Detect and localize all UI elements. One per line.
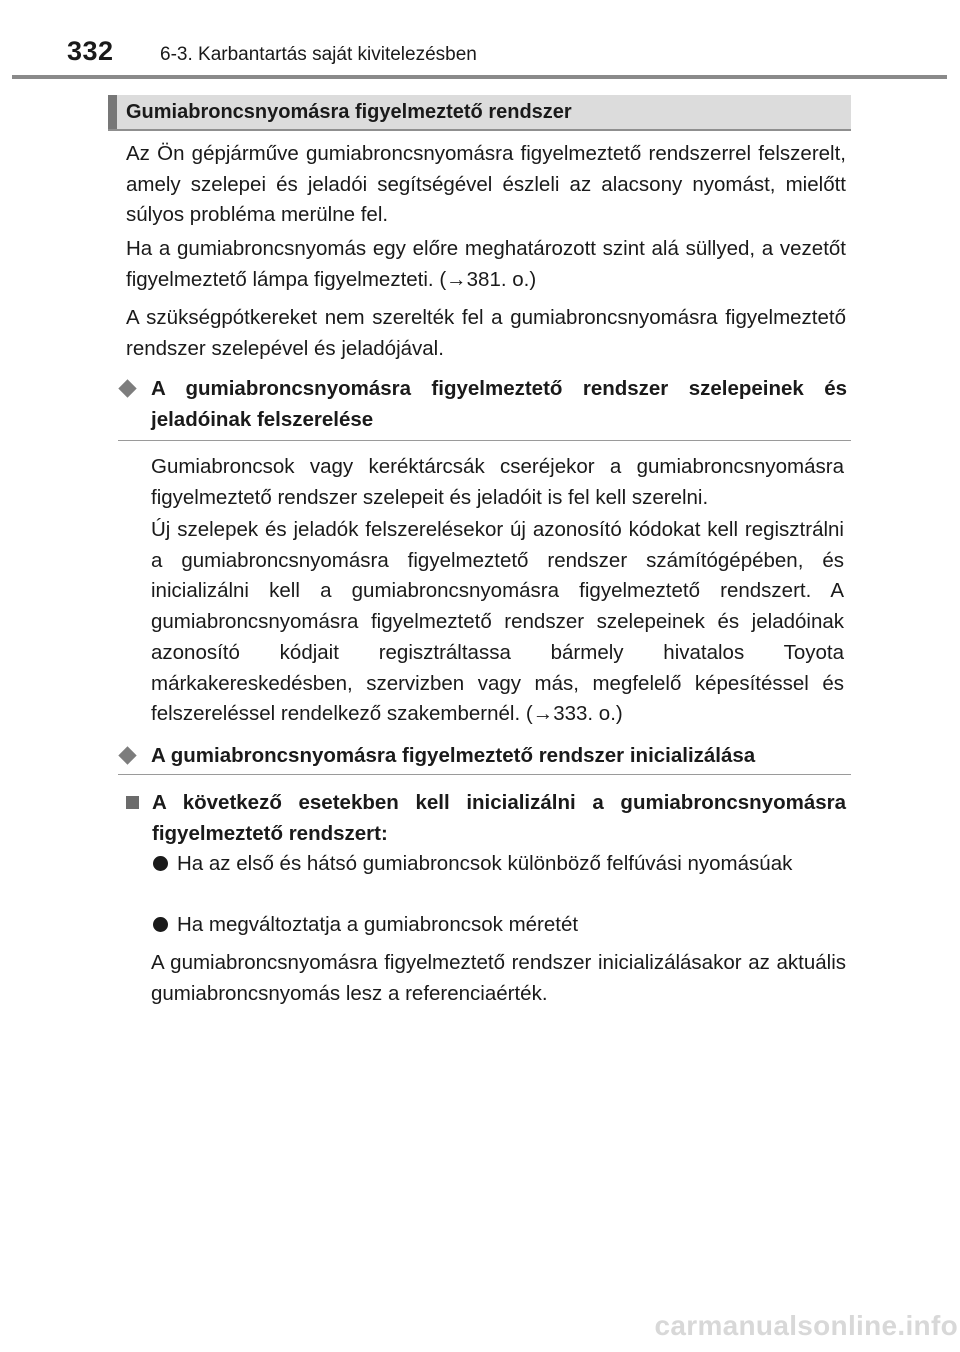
diamond-bullet-icon <box>118 379 136 397</box>
square-bullet-icon <box>126 796 139 809</box>
subsection-title-initialization: A gumiabroncsnyomásra figyelmeztető rendszer inicializálása <box>151 744 756 767</box>
installation-paragraph-2: Új szelepek és jeladók felszerelésekor új azonosító kódokat kell regisztrálni a gumiabroncsnyomásra figyelmeztető rendszer számítógépében, és inicializálni kell a gumiabroncsnyomásra figyelmeztető rendszert. A gumiabroncsnyomásra figyelmeztető rendszer szelepeinek és jeladóinak azonosító kódjait regisztráltassa bármely hivatalos Toyota márkakereskedésben, szervizben vagy más, megfelelő képesítéssel és felszereléssel rendelkező szakembernél. (→333. o.) <box>151 518 844 726</box>
initialization-closing-paragraph: A gumiabroncsnyomásra figyelmeztető rendszer inicializálásakor az aktuális gumiabroncsnyomás lesz a referenciaérték. <box>151 951 846 1005</box>
watermark: carmanualsonline.info <box>654 1310 958 1341</box>
subsection-title-installation: A gumiabroncsnyomásra figyelmeztető rendszer szelepeinek és jeladóinak felszerelése <box>151 377 847 431</box>
section-title: Gumiabroncsnyomásra figyelmeztető rendszer <box>126 101 572 123</box>
subsection-heading-initialization <box>118 741 851 775</box>
header-rule <box>12 75 947 79</box>
section-header-bar <box>108 95 117 129</box>
intro-paragraph-2: Ha a gumiabroncsnyomás egy előre meghatározott szint alá süllyed, a vezetőt figyelmeztető lámpa figyelmezteti. (→381. o.) <box>126 237 846 291</box>
list-item-text: Ha az első és hátsó gumiabroncsok különböző felfúvási nyomásúak <box>177 852 793 875</box>
chapter-title: 6-3. Karbantartás saját kivitelezésben <box>160 44 477 65</box>
intro-paragraph-3: A szükségpótkereket nem szerelték fel a gumiabroncsnyomásra figyelmeztető rendszer szelepével és jeladójával. <box>126 306 846 360</box>
initialization-condition-text: A következő esetekben kell inicializálni a gumiabroncsnyomásra figyelmeztető rendszert: <box>152 791 846 845</box>
round-bullet-icon <box>153 917 168 932</box>
installation-paragraph-1: Gumiabroncsok vagy keréktárcsák cseréjekor a gumiabroncsnyomásra figyelmeztető rendszer szelepeit és jeladóit is fel kell szerelni. <box>151 455 844 509</box>
intro-paragraph-1: Az Ön gépjárműve gumiabroncsnyomásra figyelmeztető rendszerrel felszerelt, amely szelepei és jeladói segítségével észleli az alacsony nyomást, mielőtt súlyos probléma merülne fel. <box>126 142 846 227</box>
subsection-heading-installation <box>118 374 851 441</box>
page-number: 332 <box>67 36 114 66</box>
list-item-text: Ha megváltoztatja a gumiabroncsok méretét <box>177 913 579 936</box>
section-header <box>108 95 851 131</box>
diamond-bullet-icon <box>118 746 136 764</box>
round-bullet-icon <box>153 856 168 871</box>
